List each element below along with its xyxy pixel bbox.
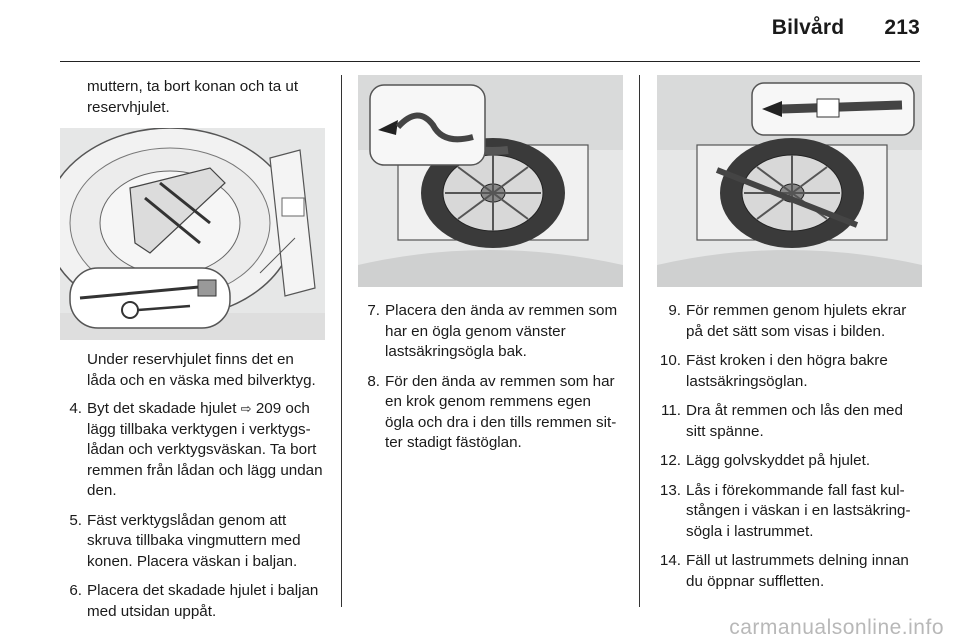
strap-loop-illustration: [358, 75, 623, 287]
page-header: [772, 16, 920, 40]
step-list-1: [60, 399, 325, 622]
header-divider: [60, 61, 920, 62]
step-number: 9.: [668, 302, 681, 319]
step-list-2: [358, 301, 623, 454]
step-text: Fäst kroken i den högra bakre lastsäkringsöglan.: [686, 352, 888, 390]
step-number: 5.: [69, 511, 82, 529]
step-item: [358, 372, 623, 454]
arrow-ref-icon: ⇨: [240, 401, 252, 416]
step-item: [657, 301, 922, 342]
step-item: [657, 351, 922, 392]
step-number: 10.: [659, 352, 681, 369]
step-text: För remmen genom hjulets ekrar på det sätt som visas i bilden.: [686, 302, 907, 340]
step-text: För den ända av remmen som har en krok genom remmens egen ögla och dra i den tills remmen sitter stadigt fästöglan.: [385, 372, 617, 451]
step-number: 7.: [367, 302, 380, 319]
step-item: [657, 551, 922, 592]
step-item: [657, 451, 922, 472]
step-number: 4.: [69, 400, 82, 417]
column-divider-1: [341, 75, 342, 607]
step-number: 8.: [367, 372, 380, 390]
step-item: [657, 401, 922, 442]
step-number: 12.: [659, 452, 681, 469]
column-2: [358, 75, 623, 463]
step-text: Dra åt remmen och lås den med sitt spänne.: [686, 402, 903, 440]
watermark: carmanualsonline.info: [729, 616, 944, 639]
step-item: [60, 581, 325, 622]
step-item: [657, 481, 922, 543]
step-text: Lägg golvskyddet på hjulet.: [686, 452, 871, 469]
step-text: Placera det skadade hjulet i baljan med utsidan uppåt.: [87, 582, 319, 620]
section-title: Bilvård: [771, 16, 845, 39]
step-number: 6.: [69, 582, 82, 599]
intro-text: muttern, ta bort konan och ta ut reservhjulet.: [87, 78, 299, 116]
column-3: [657, 75, 922, 601]
step-item: [60, 511, 325, 573]
step-text: Lås i förekommande fall fast kulstången i väskan i en lastsäkringsögla i lastrummet.: [686, 481, 911, 540]
strap-buckle-illustration: [657, 75, 922, 287]
spare-wheel-tools-illustration: [60, 128, 325, 340]
step-list-3: [657, 301, 922, 592]
page-number: 213: [884, 16, 920, 39]
step-text: Placera den ända av remmen som har en ögla genom vänster lastsäkringsögla bak.: [385, 302, 618, 360]
step-text: Fäll ut lastrummets delning innan du öppnar suffletten.: [686, 552, 909, 590]
step-item: [358, 301, 623, 363]
illustration-caption: Under reservhjulet finns det en låda och en väska med bilverktyg.: [87, 351, 316, 389]
column-1: [60, 75, 325, 631]
step-item: [60, 399, 325, 502]
page-reference-link[interactable]: 209: [255, 400, 282, 417]
step-number: 14.: [659, 552, 681, 569]
step-number: 11.: [661, 402, 681, 419]
column-divider-2: [639, 75, 640, 607]
step-text: Byt det skadade hjulet ⇨ 209 och lägg tillbaka verktygen i verktygslådan och verktygsväskan. Ta bort remmen från lådan och lägg undan den.: [87, 400, 323, 499]
step-number: 13.: [659, 481, 681, 499]
step-text: Fäst verktygslådan genom att skruva tillbaka vingmuttern med konen. Placera väskan i baljan.: [87, 511, 301, 570]
